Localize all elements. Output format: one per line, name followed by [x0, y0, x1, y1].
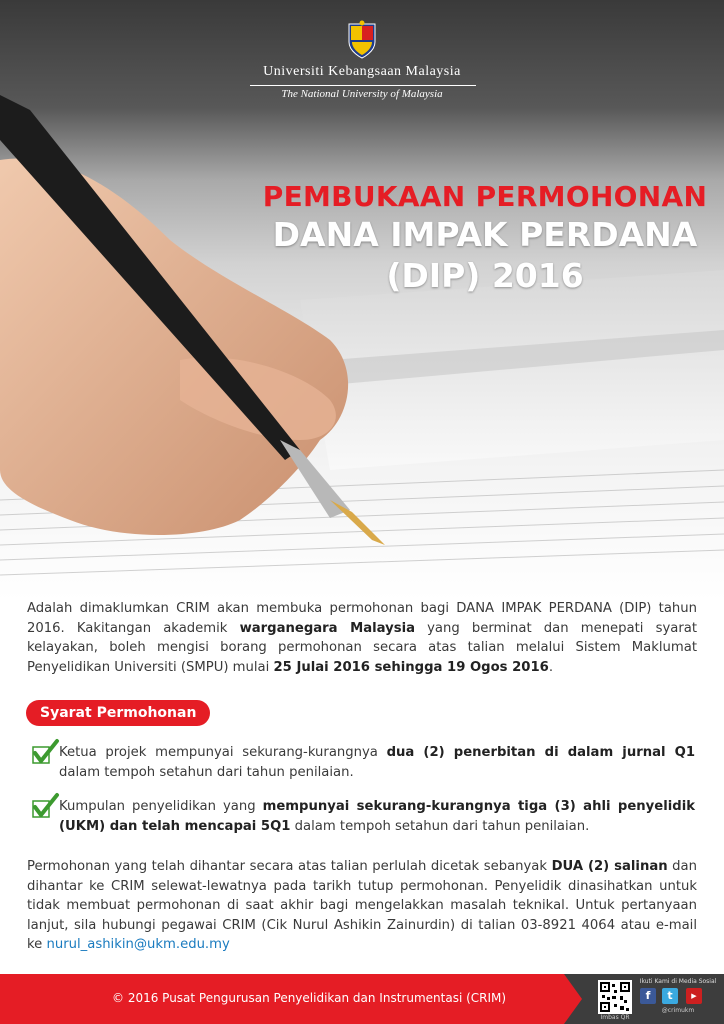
- intro-text-1: Adalah dimaklumkan CRIM akan membuka permohonan bagi DANA IMPAK PERDANA (DIP) tahun 2016. Kakitangan akademik: [27, 601, 697, 636]
- footer-copyright: © 2016 Pusat Pengurusan Penyelidikan dan Instrumentasi (CRIM): [112, 991, 507, 1005]
- closing-text-1: Permohonan yang telah dihantar secara atas talian perlulah dicetak sebanyak: [27, 859, 552, 874]
- checkmark-icon: [29, 791, 61, 823]
- closing-text-2: dan dihantar ke CRIM selewat-lewatnya pada tarikh tutup permohonan. Penyelidik dinasihatkan untuk tidak membuat permohonan di saat akhir bagi mengelakkan masalah teknikal. Untuk pertanyaan lanjut, sila hubungi pegawai CRIM (Cik Nurul Ashikin Zainurdin) di talian 03-8921 4064 atau e-mail ke: [27, 859, 697, 952]
- intro-text-2: yang berminat dan menepati syarat kelayakan, boleh mengisi borang permohonan secara atas talian melalui Sistem Maklumat Penyelidikan Universiti (SMPU) mulai: [27, 620, 698, 675]
- social-handle: @crimukm: [661, 1007, 695, 1014]
- req2-bold: mempunyai sekurang-kurangnya tiga (3) ahli penyelidik (UKM) dan telah mencapai 5Q1: [59, 799, 695, 834]
- facebook-icon[interactable]: f: [640, 988, 656, 1004]
- twitter-icon[interactable]: t: [662, 988, 678, 1004]
- ukm-crest-logo: [346, 20, 378, 60]
- poster-title: [250, 180, 720, 295]
- requirement-text-2: [59, 797, 695, 836]
- title-line-3: (DIP) 2016: [386, 256, 584, 295]
- closing-paragraph: [27, 857, 697, 955]
- intro-date-range: 25 Julai 2016 sehingga 19 Ogos 2016: [273, 659, 549, 675]
- header-divider: [250, 85, 476, 86]
- qr-label: Imbas QR: [600, 1014, 630, 1021]
- contact-email-link[interactable]: nurul_ashikin@ukm.edu.my: [46, 937, 230, 952]
- youtube-icon[interactable]: ▶: [686, 988, 702, 1004]
- intro-text-3: .: [548, 659, 554, 675]
- title-line-1: PEMBUKAAN PERMOHONAN: [262, 180, 708, 213]
- req2-text-b: dalam tempoh setahun dari tahun penilaian.: [290, 818, 590, 834]
- title-line-2: DANA IMPAK PERDANA: [272, 215, 698, 254]
- req1-text-b: dalam tempoh setahun dari tahun penilaian.: [59, 764, 354, 780]
- university-subtitle: The National University of Malaysia: [281, 88, 443, 100]
- requirements-heading: Syarat Permohonan: [26, 700, 210, 726]
- requirement-text-1: [59, 743, 695, 782]
- social-title: Ikuti Kami di Media Sosial: [639, 978, 717, 985]
- req2-text-a: Kumpulan penyelidikan yang: [59, 799, 263, 814]
- closing-bold: DUA (2) salinan: [551, 859, 668, 874]
- req1-bold: dua (2) penerbitan di dalam jurnal Q1: [386, 745, 696, 760]
- qr-code-icon[interactable]: [598, 980, 632, 1014]
- intro-paragraph: [27, 599, 697, 677]
- checkmark-icon: [29, 737, 61, 769]
- intro-bold-1: warganegara Malaysia: [239, 620, 415, 636]
- university-name: Universiti Kebangsaan Malaysia: [263, 64, 461, 79]
- req1-text-a: Ketua projek mempunyai sekurang-kurangnya: [59, 745, 387, 760]
- footer-divider-arrow: [564, 974, 582, 1024]
